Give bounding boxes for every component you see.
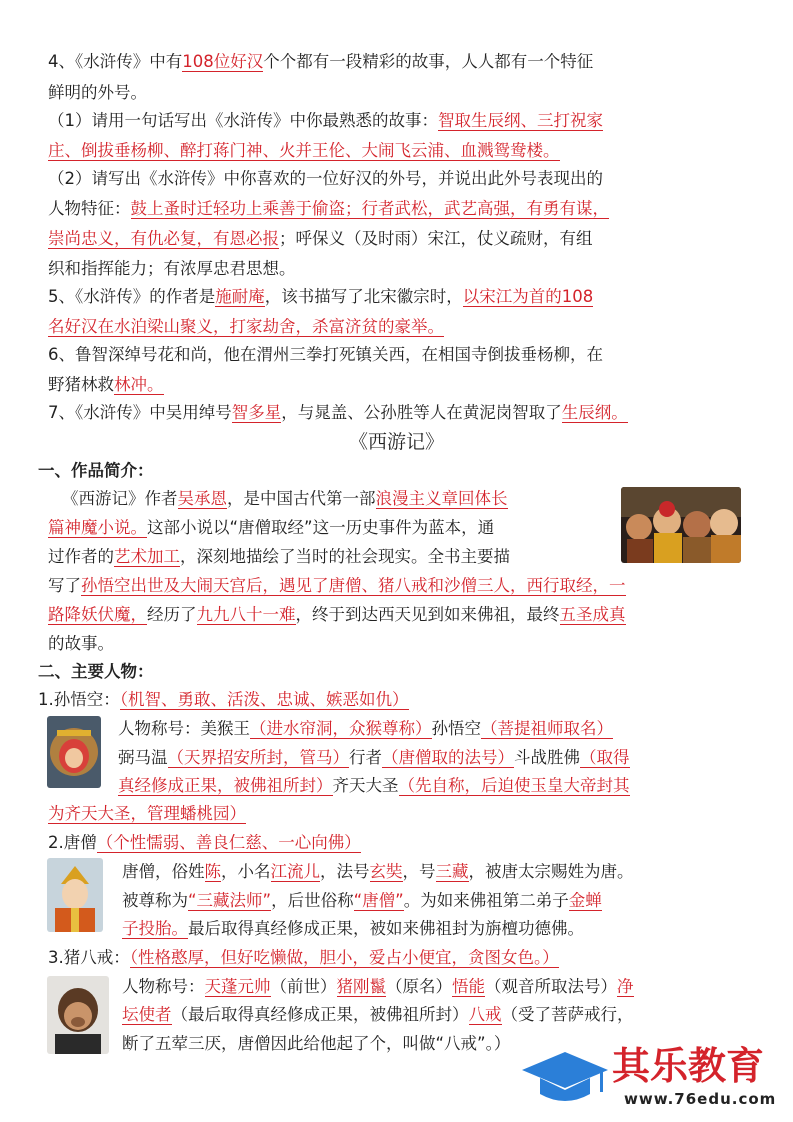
tangseng-line3 bbox=[122, 914, 584, 944]
wukong-line4 bbox=[48, 799, 246, 829]
q4-2-line1 bbox=[48, 164, 603, 194]
q4-1-line2 bbox=[48, 136, 560, 166]
watermark-url: www.76edu.com bbox=[624, 1090, 777, 1108]
wukong-title-note: （进水帘洞，众猴尊称） bbox=[250, 719, 432, 738]
wukong-title-note: 为齐天大圣，管理蟠桃园） bbox=[48, 804, 246, 823]
bajie-original-name: 猪刚鬣 bbox=[336, 977, 386, 996]
q7-answer: 生辰纲。 bbox=[561, 403, 628, 422]
wukong-title-note: （菩提祖师取名） bbox=[481, 719, 613, 738]
xiyouji-title: 《西游记》 bbox=[348, 431, 444, 453]
pilgrims-photo bbox=[621, 487, 741, 563]
tangseng-alias: 三藏 bbox=[435, 862, 469, 881]
watermark-brand: 其乐教育 bbox=[612, 1044, 765, 1088]
tangseng-dharma-name: 玄奘 bbox=[369, 862, 403, 881]
wukong-text: 斗战胜佛 bbox=[514, 748, 580, 767]
wukong-line3 bbox=[118, 771, 630, 801]
q4-2-answer-cont: 崇尚忠义，有仇必复，有恩必报 bbox=[48, 229, 279, 248]
intro-genre-cont: 篇神魔小说。 bbox=[48, 518, 147, 537]
intro-text: 写了 bbox=[48, 576, 81, 595]
tangseng-childname: 江流儿 bbox=[270, 862, 320, 881]
wukong-heading bbox=[38, 685, 409, 715]
q5-answer: 以宋江为首的108 bbox=[462, 287, 594, 306]
wukong-text: 行者 bbox=[349, 748, 382, 767]
wukong-title-note: （先自称，后迫使玉皇大帝封其 bbox=[398, 776, 630, 795]
bajie-name: 3.猪八戒： bbox=[48, 948, 130, 967]
tangseng-common-name: “唐僧” bbox=[353, 891, 404, 910]
q5-text: 5、《水浒传》的作者是 bbox=[48, 287, 216, 306]
intro-author: 吴承恩 bbox=[177, 489, 227, 508]
q6-text-cont: 野猪林救 bbox=[48, 375, 114, 394]
bajie-past-title: 天蓬元帅 bbox=[204, 977, 271, 996]
wukong-title-note: （天界招安所封，管马） bbox=[167, 748, 349, 767]
q6-answer: 林冲。 bbox=[114, 375, 164, 394]
tangseng-portrait bbox=[47, 858, 103, 932]
wukong-text: 人物称号：美猴王 bbox=[118, 719, 250, 738]
q6-text: 6、鲁智深绰号花和尚，他在渭州三拳打死镇关西，在相国寺倒拔垂杨柳，在 bbox=[48, 345, 603, 364]
bajie-text: （原名） bbox=[386, 977, 452, 996]
tangseng-text: ，小名 bbox=[221, 862, 271, 881]
wukong-text: 弼马温 bbox=[118, 748, 168, 767]
intro-line3 bbox=[48, 542, 510, 572]
tangseng-honorific: “三藏法师” bbox=[188, 891, 272, 910]
q7-text: 7、《水浒传》中吴用绰号 bbox=[48, 403, 232, 422]
bajie-text: （受了菩萨戒行， bbox=[501, 1005, 634, 1024]
wukong-line1 bbox=[118, 714, 613, 744]
bajie-line1 bbox=[122, 972, 634, 1002]
tangseng-origin-cont: 子投胎。 bbox=[122, 919, 188, 938]
bajie-final-title: 净 bbox=[617, 977, 634, 996]
intro-text: ，是中国古代第一部 bbox=[227, 489, 376, 508]
tangseng-text: ，法号 bbox=[320, 862, 370, 881]
tangseng-text: ，后世俗称 bbox=[271, 891, 354, 910]
tangseng-origin: 金蝉 bbox=[568, 891, 602, 910]
q4-2-label: 人物特征： bbox=[48, 199, 131, 218]
tangseng-text: 被尊称为 bbox=[122, 891, 188, 910]
q6-line1 bbox=[48, 340, 603, 370]
bajie-text: （最后取得真经修成正果，被佛祖所封） bbox=[171, 1005, 469, 1024]
wukong-text: 齐天大圣 bbox=[332, 776, 399, 795]
tangseng-traits: （个性懦弱、善良仁慈、一心向佛） bbox=[96, 833, 361, 852]
tangseng-text: ，号 bbox=[402, 862, 436, 881]
bajie-portrait bbox=[47, 976, 109, 1054]
intro-genre: 浪漫主义章回体长 bbox=[375, 489, 508, 508]
tangseng-name: 2.唐僧 bbox=[48, 833, 97, 852]
q4-2-line4 bbox=[48, 254, 296, 284]
intro-81-trials: 九九八十一难 bbox=[196, 605, 296, 624]
q5-answer-cont: 名好汉在水泊梁山聚义，打家劫舍，杀富济贫的豪举。 bbox=[48, 317, 444, 336]
q7-text-cont: ，与晁盖、公孙胜等人在黄泥岗智取了 bbox=[281, 403, 562, 422]
watermark-logo bbox=[520, 1038, 790, 1118]
wukong-text: 孙悟空 bbox=[431, 719, 481, 738]
intro-text: 过作者的 bbox=[48, 547, 114, 566]
intro-art: 艺术加工 bbox=[114, 547, 180, 566]
q4-2-line3 bbox=[48, 224, 593, 254]
tangseng-text: 。为如来佛祖第二弟子 bbox=[403, 891, 569, 910]
wukong-name: 1.孙悟空： bbox=[38, 690, 120, 709]
bajie-bajie-name: 八戒 bbox=[468, 1005, 502, 1024]
graduation-cap-icon bbox=[520, 1038, 610, 1118]
q4-line1 bbox=[48, 47, 593, 77]
tangseng-line2 bbox=[122, 886, 602, 916]
bajie-dharma-name: 悟能 bbox=[452, 977, 485, 996]
wukong-portrait bbox=[47, 716, 101, 788]
bajie-heading bbox=[48, 943, 559, 973]
intro-text: 《西游记》作者 bbox=[62, 489, 178, 508]
intro-heading: 一、作品简介： bbox=[38, 461, 154, 480]
q4-text-end: 鲜明的外号。 bbox=[48, 83, 147, 102]
q6-line2 bbox=[48, 370, 164, 400]
q7-nickname: 智多星 bbox=[231, 403, 282, 422]
q4-2-answer: 鼓上蚤时迁轻功上乘善于偷盗；行者武松，武艺高强，有勇有谋， bbox=[130, 199, 609, 218]
tangseng-surname: 陈 bbox=[204, 862, 221, 881]
intro-line4 bbox=[48, 571, 626, 601]
q4-2-question: （2）请写出《水浒传》中你喜欢的一位好汉的外号，并说出此外号表现出的 bbox=[48, 169, 603, 188]
tangseng-line1 bbox=[122, 857, 634, 887]
intro-ending: 五圣成真 bbox=[559, 605, 626, 624]
bajie-traits: （性格憨厚，但好吃懒做，胆小，爱占小便宜，贪图女色。） bbox=[129, 948, 559, 967]
q4-1-question: （1）请用一句话写出《水浒传》中你最熟悉的故事： bbox=[48, 111, 438, 130]
bajie-text: （观音所取法号） bbox=[485, 977, 617, 996]
bajie-final-title-cont: 坛使者 bbox=[122, 1005, 172, 1024]
intro-text: ，终于到达西天见到如来佛祖，最终 bbox=[295, 605, 560, 624]
bajie-text: （前世） bbox=[270, 977, 337, 996]
q4-1-line1 bbox=[48, 106, 603, 136]
q4-line2 bbox=[48, 78, 147, 108]
intro-plot-cont: 路降妖伏魔， bbox=[48, 605, 147, 624]
wukong-line2 bbox=[118, 743, 630, 773]
intro-text: 经历了 bbox=[147, 605, 197, 624]
intro-line2 bbox=[48, 513, 494, 543]
q4-2-text-end: 织和指挥能力；有浓厚忠君思想。 bbox=[48, 259, 296, 278]
intro-plot: 孙悟空出世及大闹天宫后，遇见了唐僧、猪八戒和沙僧三人，西行取经，一 bbox=[81, 576, 626, 595]
wukong-traits: （机智、勇敢、活泼、忠诚、嫉恶如仇） bbox=[119, 690, 409, 709]
q4-1-answer: 智取生辰纲、三打祝家 bbox=[438, 111, 603, 130]
wukong-title-note: （唐僧取的法号） bbox=[382, 748, 514, 767]
q4-1-answer-cont: 庄、倒拔垂杨柳、醉打蒋门神、火并王伦、大闹飞云浦、血溅鸳鸯楼。 bbox=[48, 141, 560, 160]
wukong-title-note: （取得 bbox=[580, 748, 630, 767]
intro-text: 这部小说以“唐僧取经”这一历史事件为蓝本，通 bbox=[147, 518, 495, 537]
q5-line1 bbox=[48, 282, 593, 312]
bajie-text: 人物称号： bbox=[122, 977, 205, 996]
intro-text: 的故事。 bbox=[48, 634, 114, 653]
bajie-text: 断了五荤三厌，唐僧因此给他起了个，叫做“八戒”。） bbox=[122, 1034, 511, 1053]
q4-answer: 108位好汉 bbox=[182, 52, 264, 71]
intro-line5 bbox=[48, 600, 626, 630]
q4-text: 4、《水浒传》中有 bbox=[48, 52, 183, 71]
intro-line6 bbox=[48, 629, 114, 659]
q7-line bbox=[48, 398, 628, 428]
chars-heading: 二、主要人物： bbox=[38, 662, 154, 681]
q5-author: 施耐庵 bbox=[215, 287, 265, 306]
q4-2-line2 bbox=[48, 194, 609, 224]
tangseng-text: 最后取得真经修成正果，被如来佛祖封为旃檀功德佛。 bbox=[188, 919, 584, 938]
intro-line1 bbox=[62, 484, 508, 514]
q5-text-cont: ，该书描写了北宋徽宗时， bbox=[264, 287, 463, 306]
q5-line2 bbox=[48, 312, 444, 342]
q4-2-text: ；呼保义（及时雨）宋江，仗义疏财，有组 bbox=[279, 229, 593, 248]
bajie-line2 bbox=[122, 1000, 634, 1030]
bajie-line3 bbox=[122, 1029, 510, 1059]
tangseng-text: 唐僧，俗姓 bbox=[122, 862, 205, 881]
intro-text: ，深刻地描绘了当时的社会现实。全书主要描 bbox=[180, 547, 510, 566]
tangseng-heading bbox=[48, 828, 361, 858]
wukong-title-note: 真经修成正果，被佛祖所封） bbox=[118, 776, 333, 795]
q4-text-cont: 个个都有一段精彩的故事，人人都有一个特征 bbox=[263, 52, 594, 71]
tangseng-text: ，被唐太宗赐姓为唐。 bbox=[468, 862, 634, 881]
